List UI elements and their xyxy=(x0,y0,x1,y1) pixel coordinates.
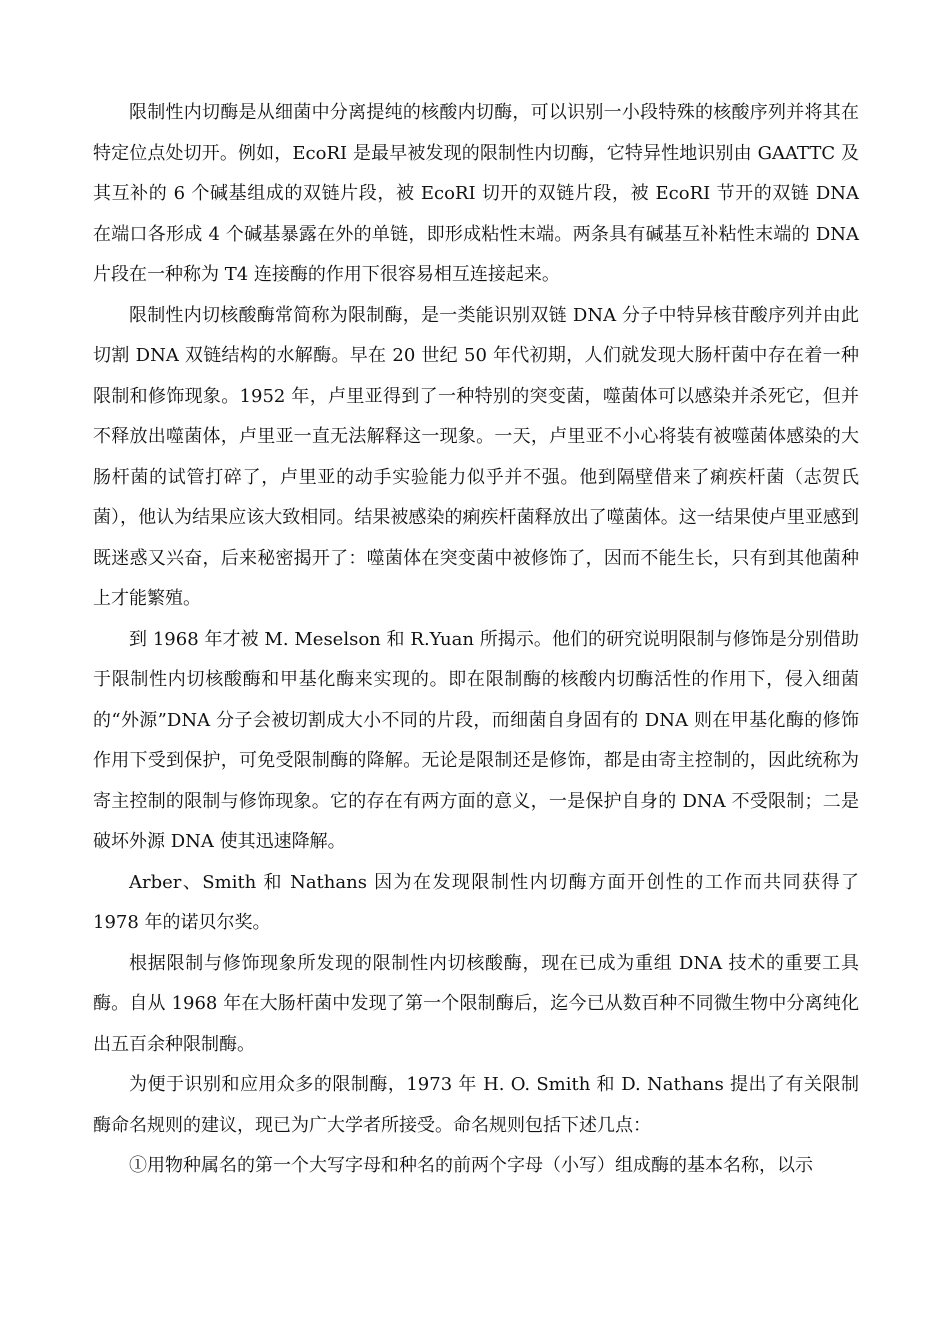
paragraph-ecori-intro: 限制性内切酶是从细菌中分离提纯的核酸内切酶，可以识别一小段特殊的核酸序列并将其在特定位点处切开。例如，EcoRI 是最早被发现的限制性内切酶，它特异性地识别由 GAATTC 及其互补的 6 个碱基组成的双链片段，被 EcoRI 切开的双链片段，被 EcoRI 节开的双链 DNA 在端口各形成 4 个碱基暴露在外的单链，即形成粘性末端。两条具有碱基互补粘性末端的 DNA 片段在一种称为 T4 连接酶的作用下很容易相互连接起来。 xyxy=(93,102,859,285)
paragraph-meselson-yuan: 到 1968 年才被 M. Meselson 和 R.Yuan 所揭示。他们的研究说明限制与修饰是分别借助于限制性内切核酸酶和甲基化酶来实现的。即在限制酶的核酸内切酶活性的作用下，侵入细菌的“外源”DNA 分子会被切割成大小不同的片段，而细菌自身固有的 DNA 则在甲基化酶的修饰作用下受到保护，可免受限制酶的降解。无论是限制还是修饰，都是由寄主控制的，因此统称为寄主控制的限制与修饰现象。它的存在有两方面的意义，一是保护自身的 DNA 不受限制；二是破坏外源 DNA 使其迅速降解。 xyxy=(93,628,859,852)
paragraph-restriction-history: 限制性内切核酸酶常简称为限制酶，是一类能识别双链 DNA 分子中特异核苷酸序列并由此切割 DNA 双链结构的水解酶。早在 20 世纪 50 年代初期，人们就发现大肠杆菌中存在着一种限制和修饰现象。1952 年，卢里亚得到了一种特别的突变菌，噬菌体可以感染并杀死它，但并不释放出噬菌体，卢里亚一直无法解释这一现象。一天，卢里亚不小心将装有被噬菌体感染的大肠杆菌的试管打碎了，卢里亚的动手实验能力似乎并不强。他到隔壁借来了痢疾杆菌（志贺氏菌），他认为结果应该大致相同。结果被感染的痢疾杆菌释放出了噬菌体。这一结果使卢里亚感到既迷惑又兴奋，后来秘密揭开了：噬菌体在突变菌中被修饰了，因而不能生长，只有到其他菌种上才能繁殖。 xyxy=(93,304,859,609)
document-body xyxy=(93,93,859,1187)
paragraph-tool-enzymes: 根据限制与修饰现象所发现的限制性内切核酸酶，现在已成为重组 DNA 技术的重要工具酶。自从 1968 年在大肠杆菌中发现了第一个限制酶后，迄今已从数百种不同微生物中分离纯化出五百余种限制酶。 xyxy=(93,952,859,1055)
paragraph-naming-rule-1: ①用物种属名的第一个大写字母和种名的前两个字母（小写）组成酶的基本名称，以示 xyxy=(129,1155,813,1176)
paragraph-naming-proposal: 为便于识别和应用众多的限制酶，1973 年 H. O. Smith 和 D. Nathans 提出了有关限制酶命名规则的建议，现已为广大学者所接受。命名规则包括下述几点： xyxy=(93,1074,859,1136)
paragraph-nobel-prize: Arber、Smith 和 Nathans 因为在发现限制性内切酶方面开创性的工作而共同获得了 1978 年的诺贝尔奖。 xyxy=(93,871,859,933)
